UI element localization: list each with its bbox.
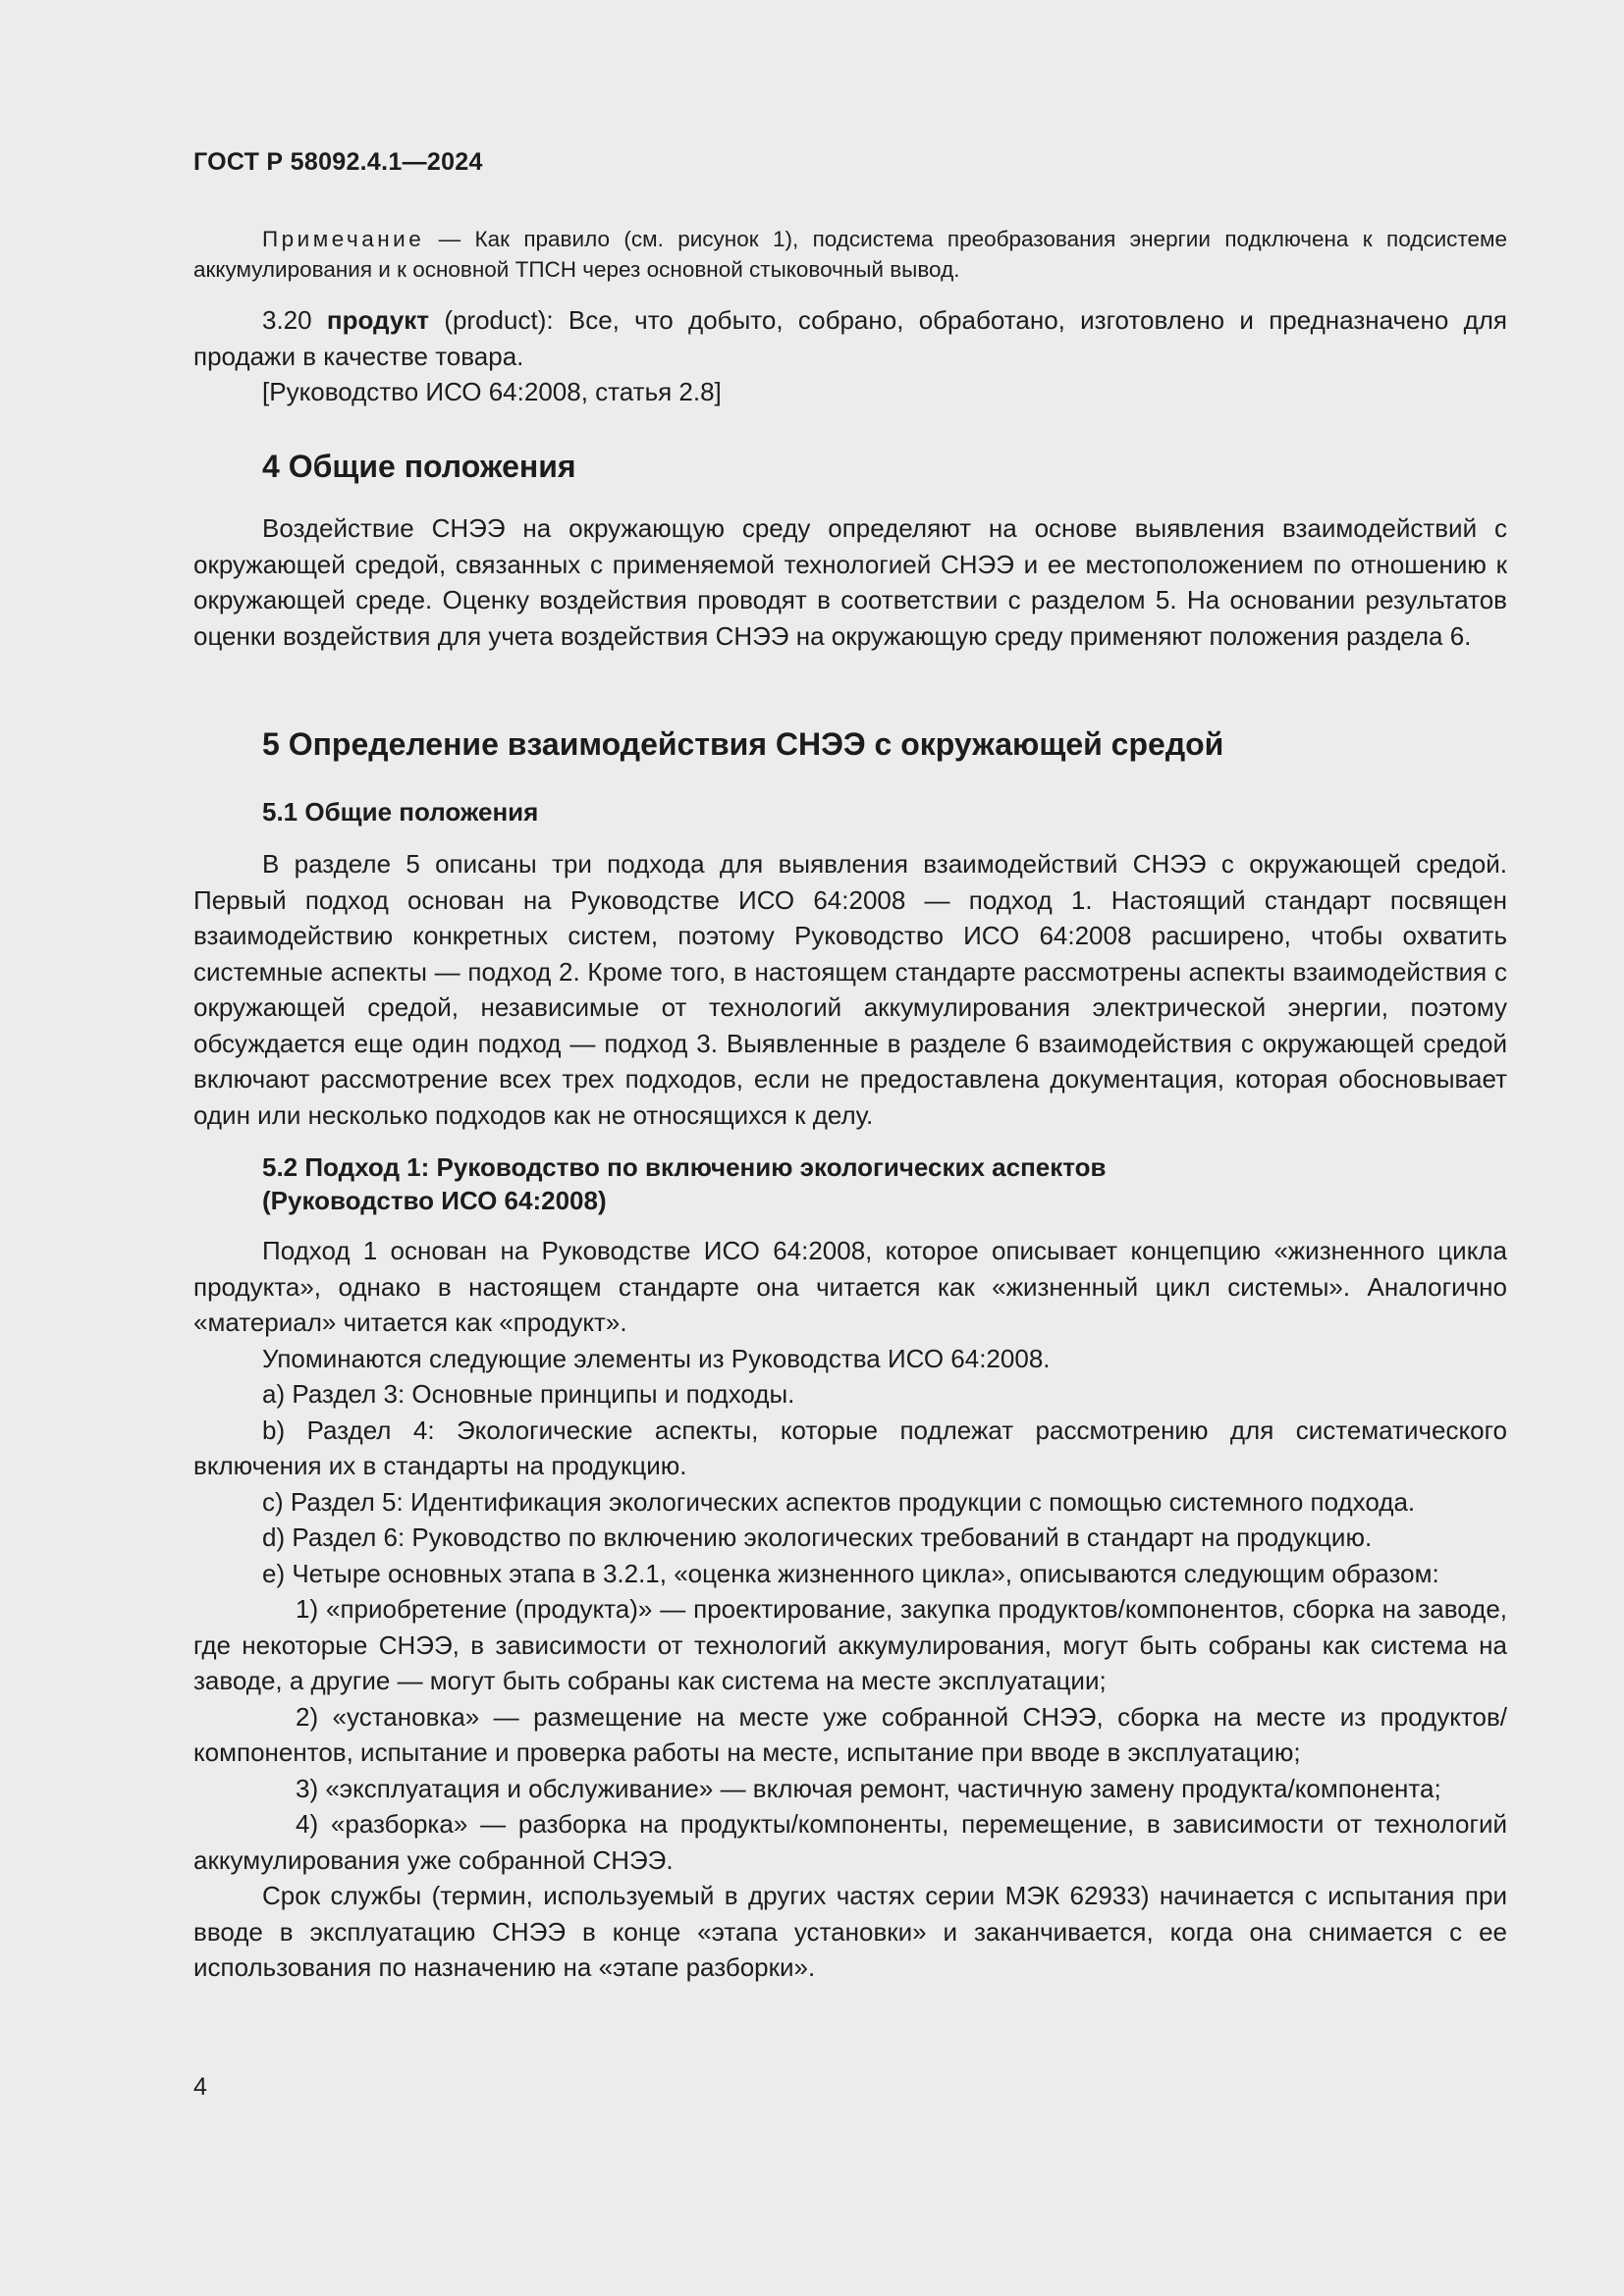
term-3-20-definition: [193, 302, 1507, 374]
list-item-a: a) Раздел 3: Основные принципы и подходы.: [262, 1379, 795, 1409]
section-5-1-paragraph: В разделе 5 описаны три подхода для выявления взаимодействий СНЭЭ с окружающей средой. Первый подход основан на Руководстве ИСО 64:2008 — подход 1. Настоящий стандарт посвящен взаимодействию конкретных систем, поэтому Руководство ИСО 64:2008 расширено, чтобы охватить системные аспекты — подход 2. Кроме того, в настоящем стандарте рассмотрены аспекты взаимодействия с окружающей средой, независимые от технологий аккумулирования электрической энергии, поэтому обсуждается еще один подход — подход 3. Выявленные в разделе 6 взаимодействия с окружающей средой включают рассмотрение всех трех подходов, если не предоставлена документация, которая обосновывает один или несколько подходов как не относящихся к делу.: [193, 849, 1507, 1130]
section-5-2-heading: [193, 1150, 1107, 1217]
section-5-2-heading-line1: 5.2 Подход 1: Руководство по включению экологических аспектов: [262, 1152, 1107, 1182]
section-5-heading: 5 Определение взаимодействия СНЭЭ с окружающей средой: [262, 726, 1224, 762]
section-5-1-heading: 5.1 Общие положения: [262, 797, 539, 827]
section-5-2-paragraph-1: Подход 1 основан на Руководстве ИСО 64:2008, которое описывает концепцию «жизненного цикла продукта», однако в настоящем стандарте она читается как «жизненный цикл системы». Аналогично «материал» читается как «продукт».: [193, 1236, 1507, 1337]
page-number: 4: [193, 2073, 207, 2101]
term-3-20-source: [Руководство ИСО 64:2008, статья 2.8]: [262, 377, 722, 406]
term-definition-text: (product): Все, что добыто, собрано, обработано, изготовлено и предназначено для продажи в качестве товара.: [193, 305, 1508, 371]
section-5-2-paragraph-3: Срок службы (термин, используемый в других частях серии МЭК 62933) начинается с испытания при вводе в эксплуатацию СНЭЭ в конце «этапа установки» и заканчивается, когда она снимается с ее использования по назначению на «этапе разборки».: [193, 1881, 1507, 1982]
note-text: — Как правило (см. рисунок 1), подсистема преобразования энергии подключена к подсистеме аккумулирования и к основной ТПСН через основной стыковочный вывод.: [193, 227, 1507, 282]
list-item-e: e) Четыре основных этапа в 3.2.1, «оценка жизненного цикла», описываются следующим образом:: [262, 1558, 1439, 1588]
section-5-2-paragraph-2: Упоминаются следующие элементы из Руководства ИСО 64:2008.: [262, 1343, 1051, 1373]
list-item-d: d) Раздел 6: Руководство по включению экологических требований в стандарт на продукцию.: [262, 1522, 1373, 1552]
stage-item-2: 2) «установка» — размещение на месте уже собранной СНЭЭ, сборка на месте из продуктов/компонентов, испытание и проверка работы на месте, испытание при вводе в эксплуатацию;: [193, 1701, 1507, 1767]
section-4-paragraph: Воздействие СНЭЭ на окружающую среду определяют на основе выявления взаимодействий с окружающей средой, связанных с применяемой технологией СНЭЭ и ее местоположением по отношению к окружающей среде. Оценку воздействия проводят в соответствии с разделом 5. На основании результатов оценки воздействия для учета воздействия СНЭЭ на окружающую среду применяют положения раздела 6.: [193, 513, 1507, 651]
list-item-b: b) Раздел 4: Экологические аспекты, которые подлежат рассмотрению для систематического включения их в стандарты на продукцию.: [193, 1415, 1507, 1480]
note-label: Примечание: [262, 227, 425, 251]
document-header-id: ГОСТ Р 58092.4.1—2024: [193, 148, 483, 176]
section-5-2-heading-line2: (Руководство ИСО 64:2008): [262, 1186, 607, 1215]
term-3-20-block: [193, 302, 1507, 410]
term-name: продукт: [326, 305, 430, 335]
list-item-c: c) Раздел 5: Идентификация экологических аспектов продукции с помощью системного подхода.: [262, 1486, 1416, 1517]
stage-item-4: 4) «разборка» — разборка на продукты/компоненты, перемещение, в зависимости от технологий аккумулирования уже собранной СНЭЭ.: [193, 1809, 1507, 1875]
note-paragraph: [193, 224, 1507, 285]
stage-item-3: 3) «эксплуатация и обслуживание» — включая ремонт, частичную замену продукта/компонента;: [296, 1773, 1441, 1803]
section-5-2-body: [193, 1233, 1507, 1986]
term-number: 3.20: [262, 305, 327, 335]
section-4-heading: 4 Общие положения: [262, 449, 576, 484]
stage-item-1: 1) «приобретение (продукта)» — проектирование, закупка продуктов/компонентов, сборка на заводе, где некоторые СНЭЭ, в зависимости от технологий аккумулирования, могут быть собраны как система на заводе, а другие — могут быть собраны как система на месте эксплуатации;: [193, 1594, 1507, 1695]
